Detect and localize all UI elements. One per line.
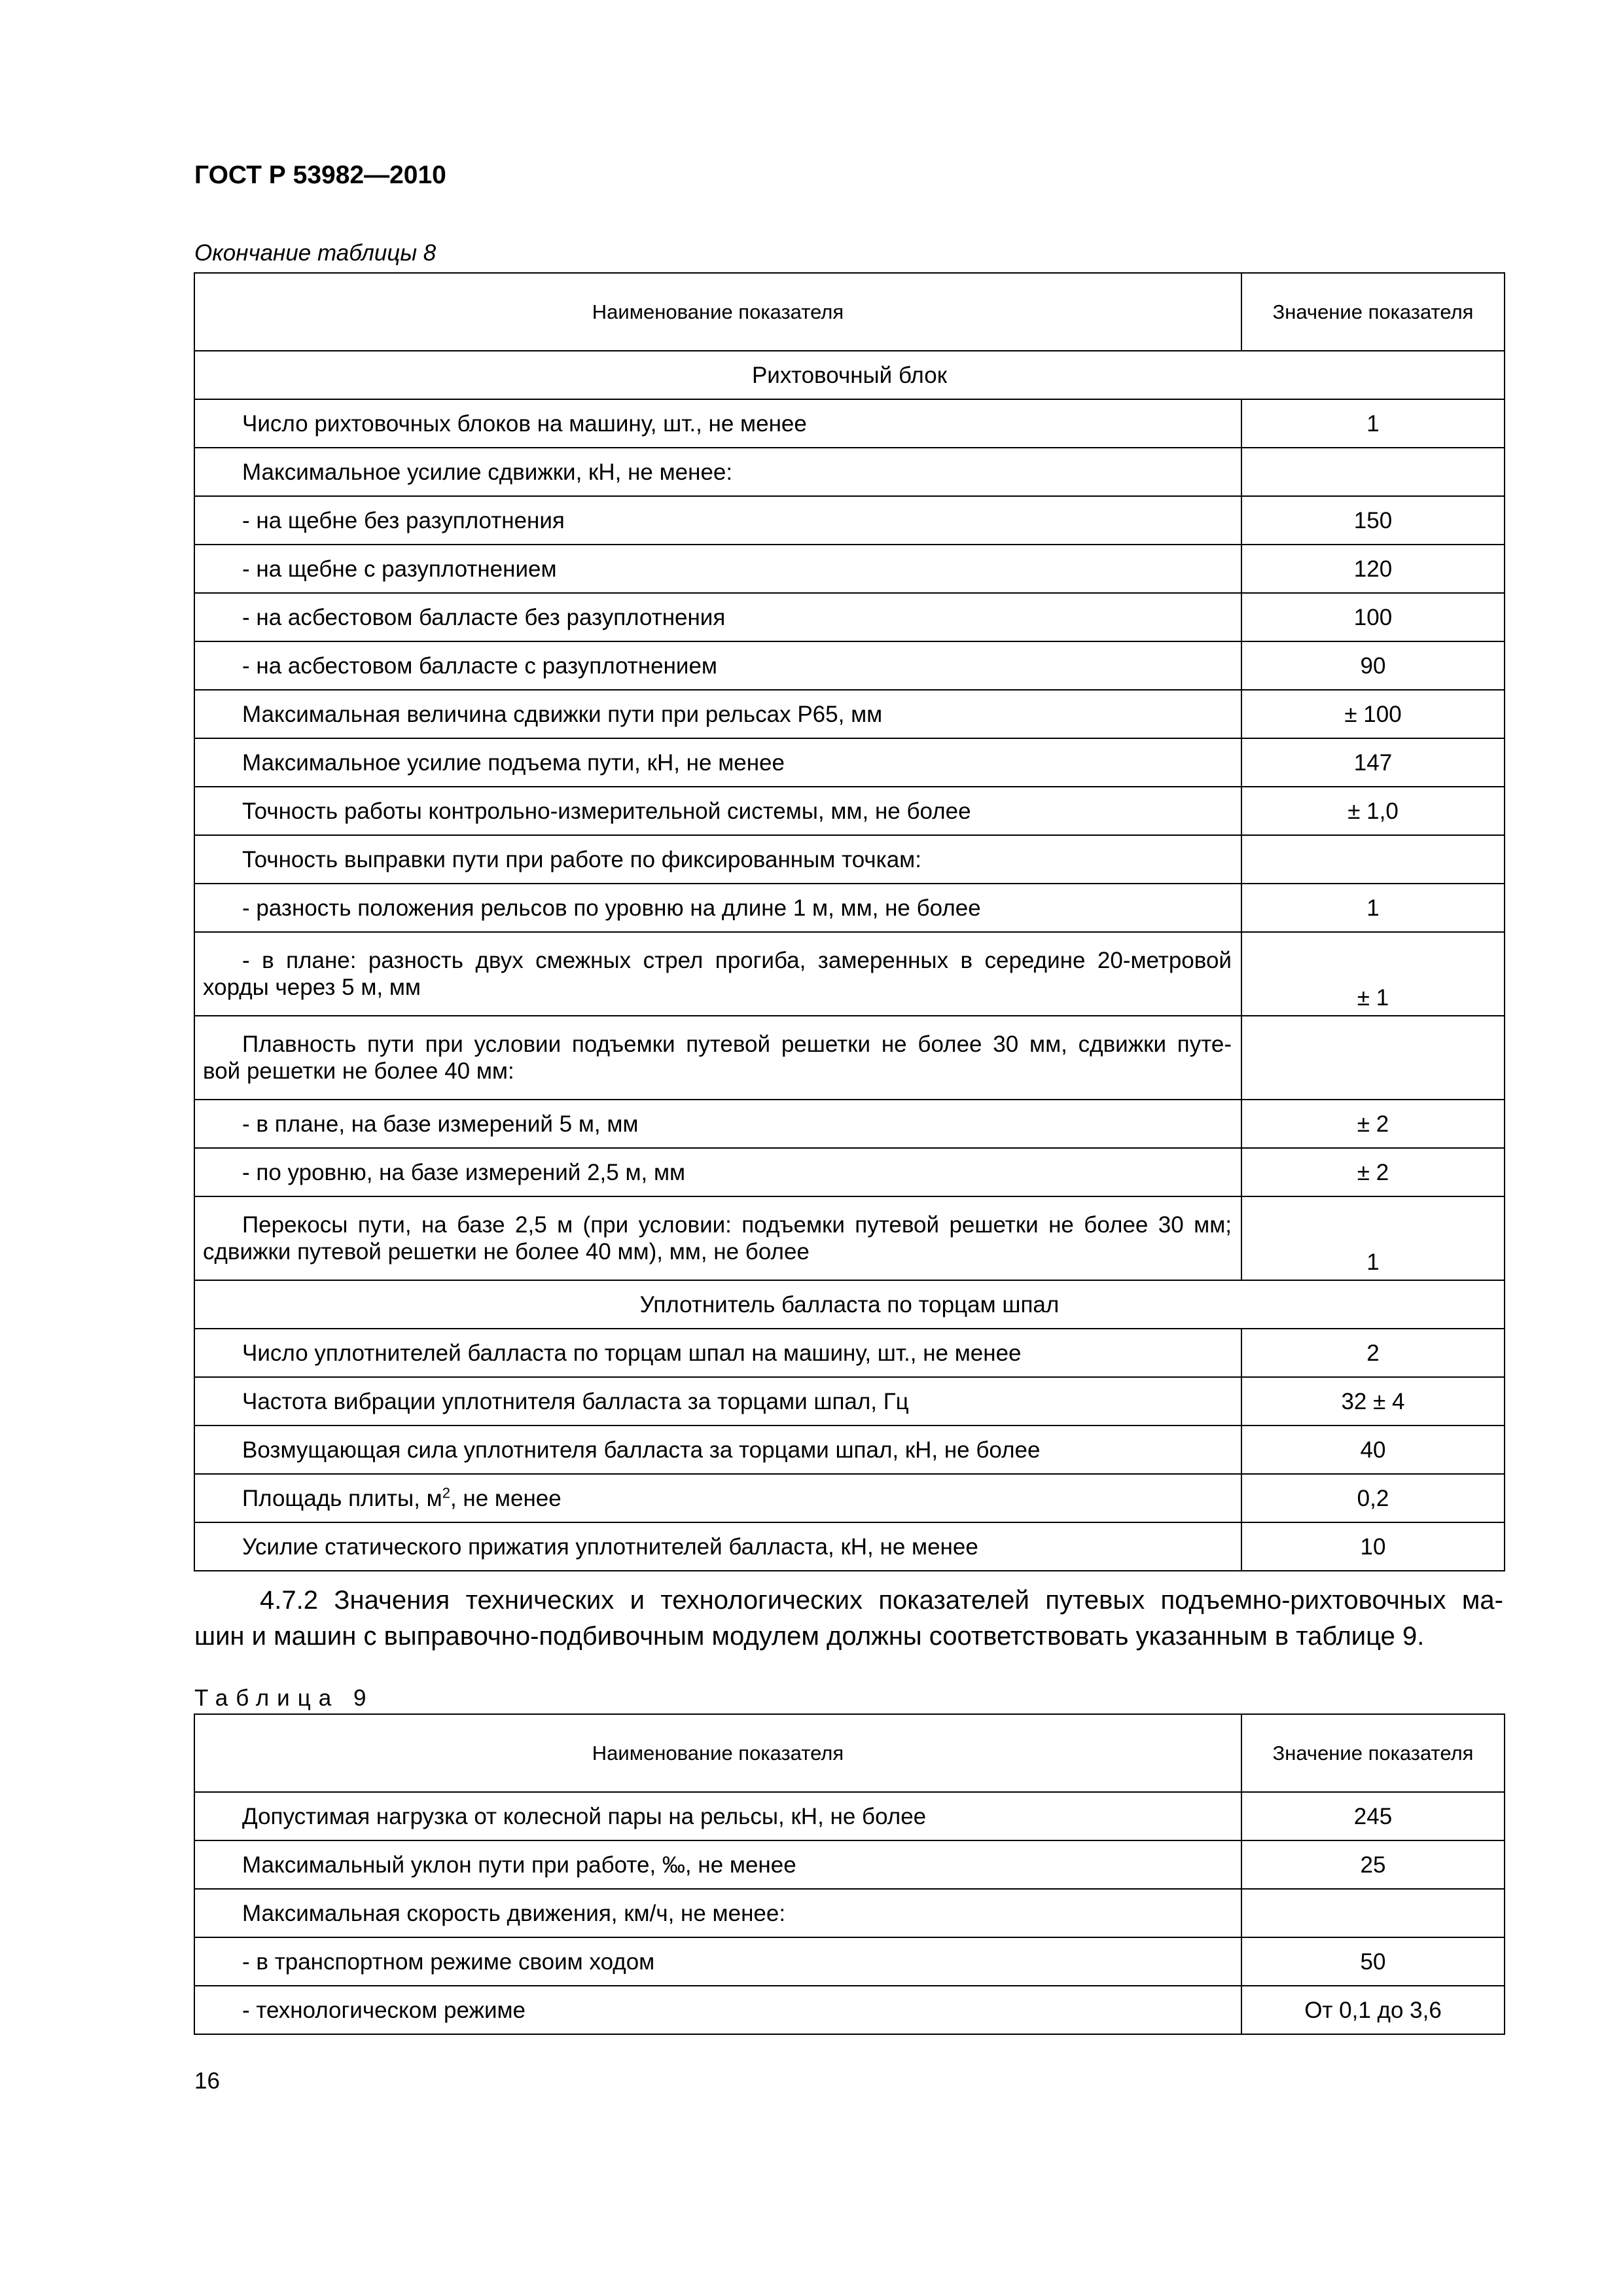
row-value: 245 — [1241, 1792, 1505, 1840]
row-value: От 0,1 до 3,6 — [1241, 1986, 1505, 2034]
table-9 — [194, 1713, 1505, 2035]
row-name-suffix: , не менее — [450, 1485, 562, 1511]
row-name: - на асбестовом балласте без разуплотнения — [194, 593, 1241, 641]
table-row — [194, 1148, 1505, 1196]
column-header-value: Значение показателя — [1241, 1714, 1505, 1792]
row-value: 40 — [1241, 1426, 1505, 1474]
paragraph-line-2: шин и машин с выправочно-подбивочным модулем должны соответствовать указанным в таблице 9. — [194, 1622, 1425, 1651]
table-row — [194, 1329, 1505, 1377]
table-header-row — [194, 1714, 1505, 1792]
row-name — [194, 1474, 1241, 1522]
row-name — [194, 1016, 1241, 1100]
row-value: 10 — [1241, 1522, 1505, 1571]
table-row — [194, 932, 1505, 1016]
row-name: Максимальное усилие сдвижки, кН, не менее: — [194, 448, 1241, 496]
row-value — [1241, 448, 1505, 496]
row-name: Усилие статического прижатия уплотнителей балласта, кН, не менее — [194, 1522, 1241, 1571]
row-name: Число рихтовочных блоков на машину, шт., не менее — [194, 399, 1241, 448]
row-name-line-1: Плавность пути при условии подъемки путевой решетки не более 30 мм, сдвижки путе- — [242, 1031, 1232, 1057]
row-value: ± 100 — [1241, 690, 1505, 738]
section-title-ballast-compactor: Уплотнитель балласта по торцам шпал — [194, 1280, 1505, 1329]
row-name-line-2: хорды через 5 м, мм — [203, 975, 421, 1000]
table-row — [194, 399, 1505, 448]
row-name: - в плане, на базе измерений 5 м, мм — [194, 1100, 1241, 1148]
row-name-line-1: - в плане: разность двух смежных стрел прогиба, замеренных в середине 20-метровой — [242, 948, 1232, 973]
row-value: 25 — [1241, 1840, 1505, 1889]
row-value: 100 — [1241, 593, 1505, 641]
section-row — [194, 351, 1505, 399]
row-value: 0,2 — [1241, 1474, 1505, 1522]
row-value: 90 — [1241, 641, 1505, 690]
table-row — [194, 1840, 1505, 1889]
table-row — [194, 1474, 1505, 1522]
table-row — [194, 641, 1505, 690]
row-name: - по уровню, на базе измерений 2,5 м, мм — [194, 1148, 1241, 1196]
row-name: Точность работы контрольно-измерительной системы, мм, не более — [194, 787, 1241, 835]
table-header-row — [194, 273, 1505, 351]
document-code: ГОСТ Р 53982—2010 — [194, 161, 446, 189]
row-value: 1 — [1241, 884, 1505, 932]
paragraph-4-7-2 — [194, 1583, 1503, 1655]
table9-caption: Таблица 9 — [194, 1685, 374, 1711]
table-row — [194, 496, 1505, 545]
row-value: ± 1,0 — [1241, 787, 1505, 835]
table-row — [194, 448, 1505, 496]
section-title-alignment-block: Рихтовочный блок — [194, 351, 1505, 399]
row-name-line-2: вой решетки не более 40 мм: — [203, 1058, 514, 1084]
section-row — [194, 1280, 1505, 1329]
row-value: ± 2 — [1241, 1100, 1505, 1148]
table-row — [194, 1792, 1505, 1840]
row-name: Максимальная величина сдвижки пути при рельсах Р65, мм — [194, 690, 1241, 738]
row-name-text: Площадь плиты, м — [242, 1485, 442, 1511]
row-name: Максимальное усилие подъема пути, кН, не менее — [194, 738, 1241, 787]
table-row — [194, 884, 1505, 932]
row-name: Возмущающая сила уплотнителя балласта за торцами шпал, кН, не более — [194, 1426, 1241, 1474]
row-value — [1241, 835, 1505, 884]
row-value: ± 2 — [1241, 1148, 1505, 1196]
row-name-line-1: Перекосы пути, на базе 2,5 м (при условии: подъемки путевой решетки не более 30 мм; — [242, 1212, 1232, 1238]
row-value: 150 — [1241, 496, 1505, 545]
row-value: 1 — [1241, 399, 1505, 448]
row-value: 1 — [1241, 1196, 1505, 1280]
row-name: Допустимая нагрузка от колесной пары на рельсы, кН, не более — [194, 1792, 1241, 1840]
row-name: Максимальный уклон пути при работе, ‰, не менее — [194, 1840, 1241, 1889]
row-name: - технологическом режиме — [194, 1986, 1241, 2034]
table-row — [194, 593, 1505, 641]
page-number: 16 — [194, 2068, 220, 2094]
column-header-name: Наименование показателя — [194, 1714, 1241, 1792]
row-name-line-2: сдвижки путевой решетки не более 40 мм), мм, не более — [203, 1239, 810, 1265]
row-value: 120 — [1241, 545, 1505, 593]
table-row — [194, 1889, 1505, 1937]
row-name: - на асбестовом балласте с разуплотнением — [194, 641, 1241, 690]
superscript: 2 — [442, 1484, 450, 1501]
row-name: - разность положения рельсов по уровню на длине 1 м, мм, не более — [194, 884, 1241, 932]
row-name: - на щебне с разуплотнением — [194, 545, 1241, 593]
table-row — [194, 1016, 1505, 1100]
row-name: Число уплотнителей балласта по торцам шпал на машину, шт., не менее — [194, 1329, 1241, 1377]
table-row — [194, 1100, 1505, 1148]
row-value: ± 1 — [1241, 932, 1505, 1016]
table-row — [194, 738, 1505, 787]
table-row — [194, 787, 1505, 835]
table-row — [194, 1426, 1505, 1474]
row-value: 32 ± 4 — [1241, 1377, 1505, 1426]
row-name: Точность выправки пути при работе по фиксированным точкам: — [194, 835, 1241, 884]
table-row — [194, 835, 1505, 884]
row-name: Максимальная скорость движения, км/ч, не менее: — [194, 1889, 1241, 1937]
table-row — [194, 690, 1505, 738]
table-row — [194, 1196, 1505, 1280]
table-row — [194, 545, 1505, 593]
table-row — [194, 1522, 1505, 1571]
row-name — [194, 1196, 1241, 1280]
table-row — [194, 1377, 1505, 1426]
row-name: Частота вибрации уплотнителя балласта за торцами шпал, Гц — [194, 1377, 1241, 1426]
column-header-name: Наименование показателя — [194, 273, 1241, 351]
row-name: - в транспортном режиме своим ходом — [194, 1937, 1241, 1986]
column-header-value: Значение показателя — [1241, 273, 1505, 351]
row-name — [194, 932, 1241, 1016]
row-value — [1241, 1889, 1505, 1937]
row-value: 50 — [1241, 1937, 1505, 1986]
paragraph-line-1: 4.7.2 Значения технических и технологических показателей путевых подъемно-рихтовочных ма- — [260, 1586, 1503, 1615]
table-row — [194, 1937, 1505, 1986]
table-row — [194, 1986, 1505, 2034]
table-8 — [194, 272, 1505, 1571]
row-value — [1241, 1016, 1505, 1100]
row-name: - на щебне без разуплотнения — [194, 496, 1241, 545]
row-value: 2 — [1241, 1329, 1505, 1377]
table8-caption: Окончание таблицы 8 — [194, 240, 437, 266]
row-value: 147 — [1241, 738, 1505, 787]
